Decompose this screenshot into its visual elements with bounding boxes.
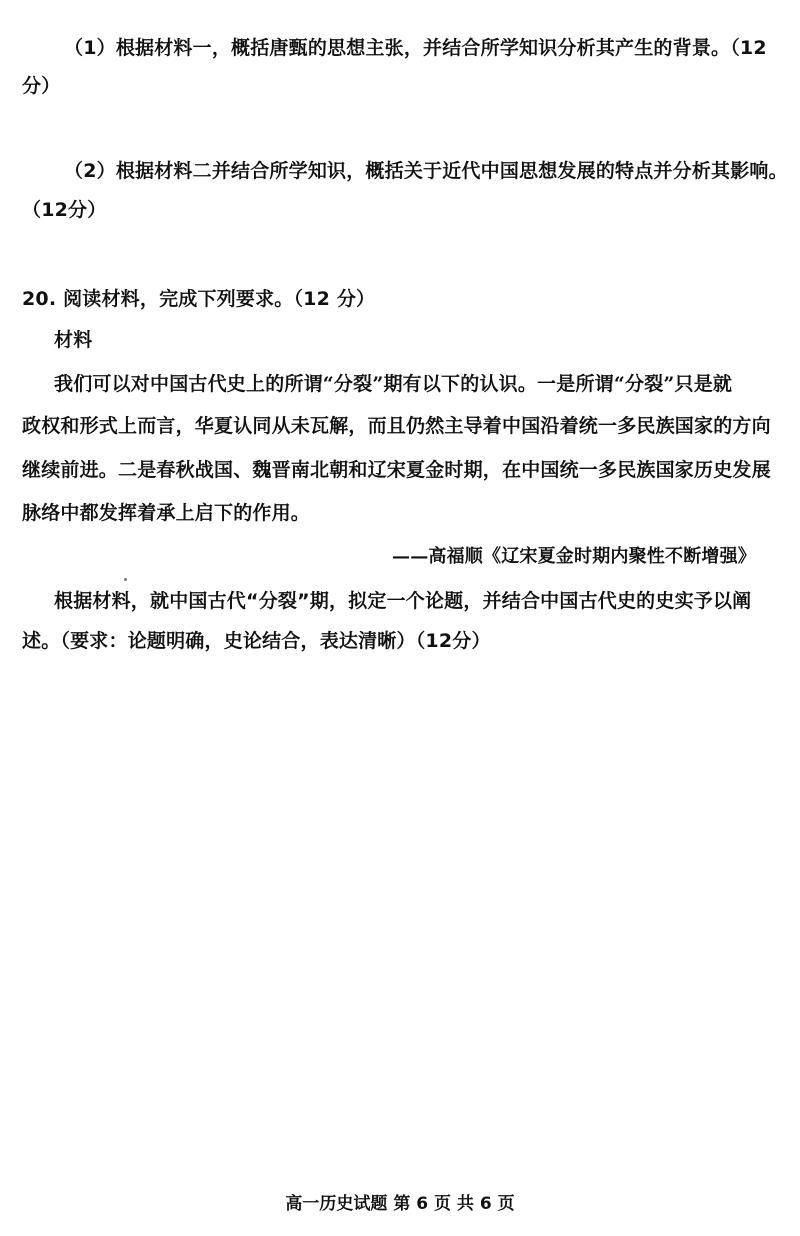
q20-source-citation: ——高福顺《辽宋夏金时期内聚性不断增强》 (392, 546, 756, 567)
q19-part1-line1: （1）根据材料一，概括唐甄的思想主张，并结合所学知识分析其产生的背景。（12 (64, 37, 767, 59)
scan-smudge (124, 578, 127, 581)
q20-task-line2: 述。（要求：论题明确，史论结合，表达清晰）（12分） (22, 630, 491, 652)
q19-part1-line2: 分） (22, 75, 61, 97)
q20-material-heading: 材料 (54, 329, 93, 351)
q20-task-line1: 根据材料，就中国古代“分裂”期，拟定一个论题，并结合中国古代史的史实予以阐 (54, 590, 752, 612)
q20-material-line-1: 我们可以对中国古代史上的所谓“分裂”期有以下的认识。一是所谓“分裂”只是就 (54, 373, 733, 395)
q20-material-line-4: 脉络中都发挥着承上启下的作用。 (22, 502, 311, 524)
q20-title: 20. 阅读材料，完成下列要求。（12 分） (22, 288, 376, 310)
q20-material-line-2: 政权和形式上而言，华夏认同从未瓦解，而且仍然主导着中国沿着统一多民族国家的方向 (22, 415, 771, 437)
q20-material-line-3: 继续前进。二是春秋战国、魏晋南北朝和辽宋夏金时期，在中国统一多民族国家历史发展 (22, 459, 771, 481)
q19-part2-line2: （12分） (22, 199, 107, 221)
q19-part2-line1: （2）根据材料二并结合所学知识，概括关于近代中国思想发展的特点并分析其影响。 (64, 160, 788, 182)
page-footer: 高一历史试题 第 6 页 共 6 页 (285, 1194, 515, 1214)
